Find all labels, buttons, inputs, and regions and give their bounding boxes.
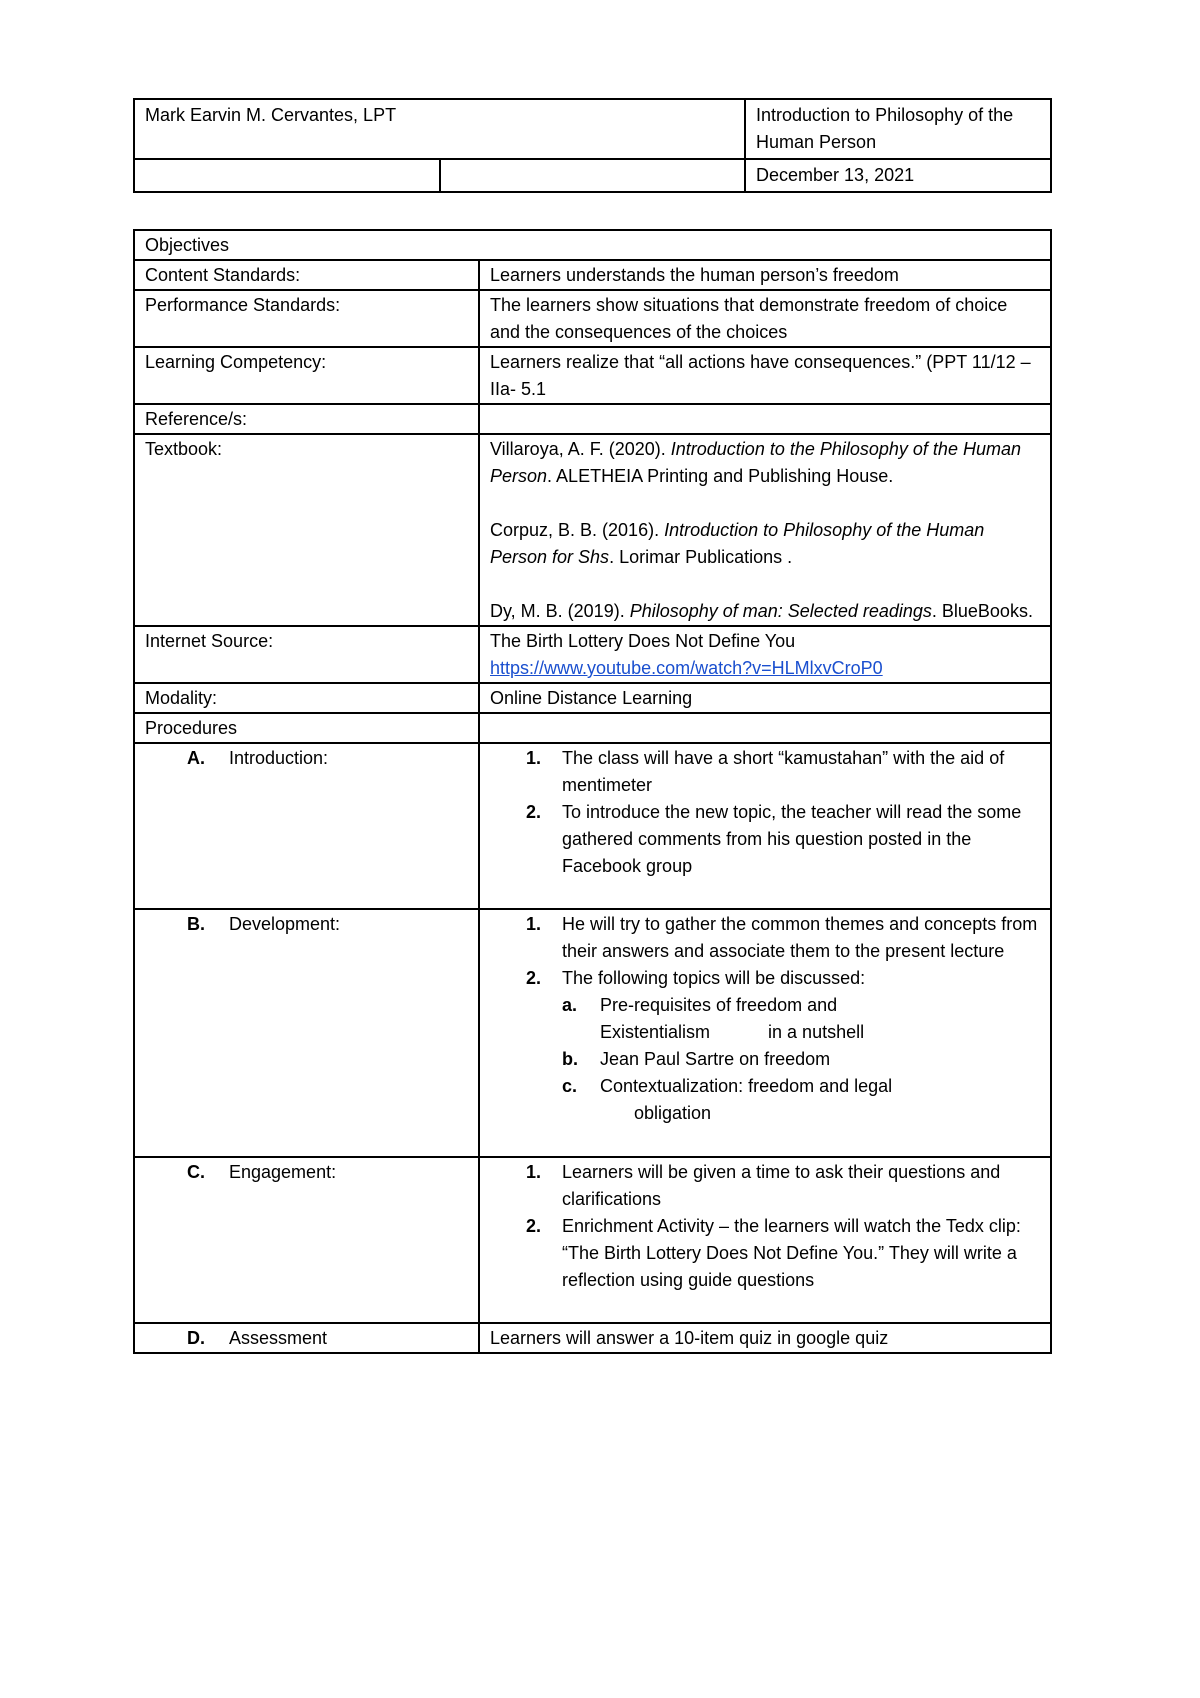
assessment-value: Learners will answer a 10-item quiz in google quiz bbox=[479, 1323, 1051, 1353]
learning-competency-value: Learners realize that “all actions have consequences.” (PPT 11/12 – IIa- 5.1 bbox=[479, 347, 1051, 404]
list-item: 2. Enrichment Activity – the learners will watch the Tedx clip: “The Birth Lottery Does Not Define You.” They will write a reflection using guide questions bbox=[526, 1216, 1021, 1290]
list-item: 1. Learners will be given a time to ask their questions and clarifications bbox=[526, 1162, 1001, 1209]
teacher-name: Mark Earvin M. Cervantes, LPT bbox=[134, 99, 745, 159]
performance-standards-value: The learners show situations that demonstrate freedom of choice and the consequences of the choices bbox=[479, 290, 1051, 347]
video-title: The Birth Lottery Does Not Define You bbox=[490, 631, 796, 651]
list-item: b. Jean Paul Sartre on freedom bbox=[562, 1049, 831, 1069]
step-letter: D. bbox=[187, 1328, 205, 1348]
table-row bbox=[134, 260, 1051, 290]
internet-source bbox=[479, 626, 1051, 683]
list-item: a. Pre-requisites of freedom and Existentialism in a nutshell bbox=[562, 995, 865, 1042]
empty-cell bbox=[440, 159, 745, 192]
subject-title: Introduction to Philosophy of the Human Person bbox=[745, 99, 1051, 159]
row-label: Internet Source: bbox=[134, 626, 479, 683]
row-label: Textbook: bbox=[134, 434, 479, 626]
reference-entry: Corpuz, B. B. (2016). Introduction to Philosophy of the Human Person for Shs. Lorimar Publications . bbox=[490, 520, 985, 567]
list-item: 2. To introduce the new topic, the teacher will read the some gathered comments from his question posted in the Facebook group bbox=[526, 802, 1022, 876]
table-row bbox=[134, 909, 1051, 1157]
lesson-date: December 13, 2021 bbox=[745, 159, 1051, 192]
engagement-activities bbox=[479, 1157, 1051, 1323]
row-label: Content Standards: bbox=[134, 260, 479, 290]
procedure-step bbox=[134, 1323, 479, 1353]
row-label: Learning Competency: bbox=[134, 347, 479, 404]
table-row bbox=[134, 713, 1051, 743]
reference-entry: Dy, M. B. (2019). Philosophy of man: Selected readings. BlueBooks. bbox=[490, 601, 1033, 621]
table-row bbox=[134, 1323, 1051, 1353]
table-row bbox=[134, 404, 1051, 434]
modality-value: Online Distance Learning bbox=[479, 683, 1051, 713]
objectives-heading: Objectives bbox=[134, 230, 1051, 260]
empty-cell bbox=[479, 713, 1051, 743]
video-link[interactable]: https://www.youtube.com/watch?v=HLMlxvCroP0 bbox=[490, 658, 883, 678]
header-table bbox=[133, 98, 1052, 193]
list-item: 1. He will try to gather the common themes and concepts from their answers and associate them to the present lecture bbox=[526, 914, 1038, 961]
step-letter: A. bbox=[187, 748, 205, 768]
row-label: Modality: bbox=[134, 683, 479, 713]
procedure-step bbox=[134, 1157, 479, 1323]
list-item: 2. The following topics will be discussed: bbox=[526, 968, 866, 988]
reference-entry: Villaroya, A. F. (2020). Introduction to the Philosophy of the Human Person. ALETHEIA Printing and Publishing House. bbox=[490, 439, 1021, 486]
textbook-references bbox=[479, 434, 1051, 626]
list-item: c. Contextualization: freedom and legal obligation bbox=[562, 1076, 893, 1123]
table-row bbox=[134, 1157, 1051, 1323]
procedure-step bbox=[134, 909, 479, 1157]
table-row bbox=[134, 743, 1051, 909]
development-activities bbox=[479, 909, 1051, 1157]
procedure-step bbox=[134, 743, 479, 909]
step-letter: B. bbox=[187, 914, 205, 934]
step-label: Engagement: bbox=[229, 1162, 337, 1182]
table-row bbox=[134, 290, 1051, 347]
content-standards-value: Learners understands the human person’s freedom bbox=[479, 260, 1051, 290]
table-row bbox=[134, 683, 1051, 713]
table-row bbox=[134, 434, 1051, 626]
lesson-plan-table bbox=[133, 229, 1052, 1354]
table-row bbox=[134, 230, 1051, 260]
introduction-activities bbox=[479, 743, 1051, 909]
row-label: Reference/s: bbox=[134, 404, 479, 434]
table-row bbox=[134, 347, 1051, 404]
table-row bbox=[134, 626, 1051, 683]
procedures-heading: Procedures bbox=[134, 713, 479, 743]
step-label: Assessment bbox=[229, 1328, 328, 1348]
empty-cell bbox=[134, 159, 440, 192]
list-item: 1. The class will have a short “kamustahan” with the aid of mentimeter bbox=[526, 748, 1005, 795]
step-letter: C. bbox=[187, 1162, 205, 1182]
row-label: Performance Standards: bbox=[134, 290, 479, 347]
step-label: Introduction: bbox=[229, 748, 329, 768]
step-label: Development: bbox=[229, 914, 341, 934]
empty-cell bbox=[479, 404, 1051, 434]
